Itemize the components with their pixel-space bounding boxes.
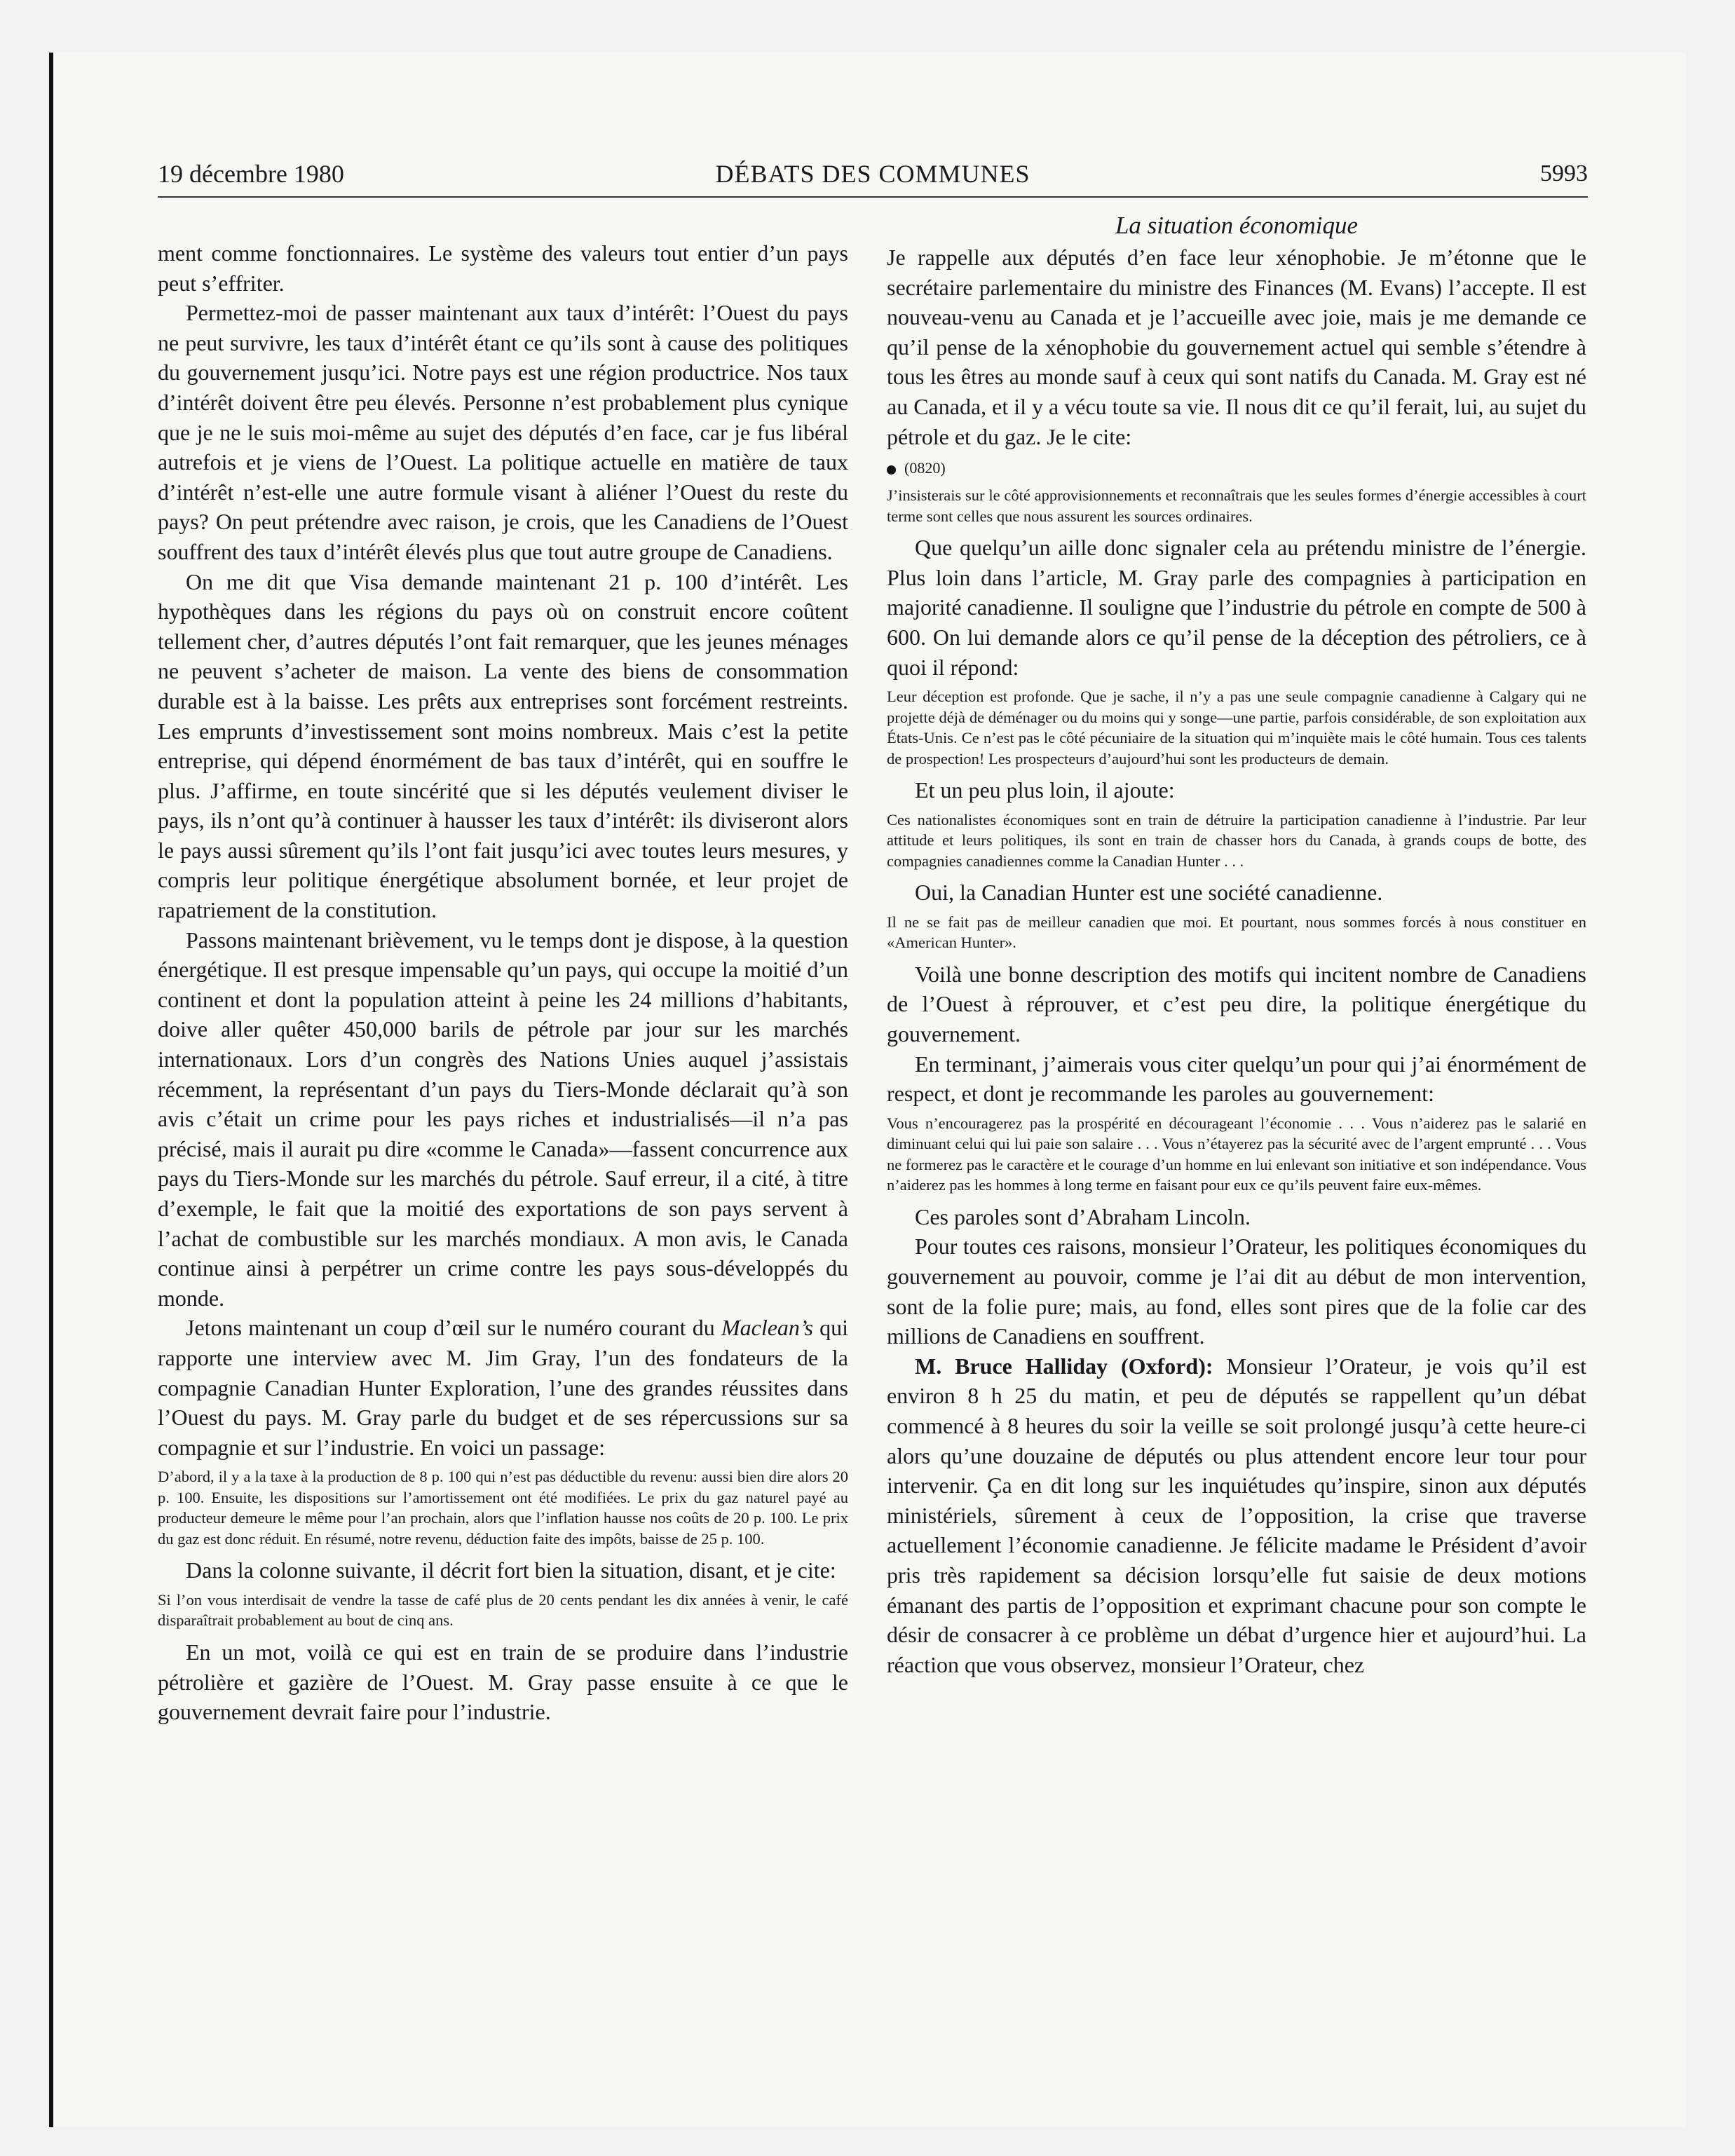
left-column (158, 238, 848, 1727)
paragraph: On me dit que Visa demande maintenant 21 p. 100 d’intérêt. Les hypothèques dans les régions du pays où on construit encore coûtent tellement cher, d’autres députés l’ont fait remarquer, que les jeunes ménages ne peuvent s’acheter de maison. La vente des biens de consommation durable est à la baisse. Les prêts aux entreprises sont forcément restreints. Les emprunts d’investissement sont moins nombreux. Mais c’est la petite entreprise, qui dépend énormément de bas taux d’intérêt, qui en souffre le plus. J’affirme, en toute sincérité que si les députés veulement diviser le pays, ils n’ont qu’à continuer à hausser les taux d’intérêt: ils diviseront alors le pays aussi sûrement qu’ils l’ont fait jusqu’ici avec toutes leurs mesures, y compris leur politique énergétique absolument bornée, et leur projet de rapatriement de la constitution. (158, 568, 848, 923)
paragraph: Ces paroles sont d’Abraham Lincoln. (915, 1203, 1251, 1229)
paragraph (887, 1351, 1586, 1680)
paragraph: Pour toutes ces raisons, monsieur l’Orateur, les politiques économiques du gouvernement au pouvoir, comme je l’ai dit au début de mon intervention, sont de la folie pure; mais, au fond, elles sont pires que de la folie car des millions de Canadiens en souffrent. (887, 1234, 1586, 1349)
page-header (158, 157, 1588, 196)
time-tag: (0820) (904, 459, 946, 477)
paragraph (158, 1313, 848, 1462)
page-number: 5993 (1540, 161, 1588, 186)
paragraph-text: qui rapporte une interview avec M. Jim Gray, l’un des fondateurs de la compagnie Canadian Hunter Exploration, l’une des grandes réussites dans l’Ouest du pays. M. Gray parle du budget et de ses répercussions sur sa compagnie et sur l’industrie. En voici un passage: (158, 1315, 849, 1460)
quotation: D’abord, il y a la taxe à la production de 8 p. 100 qui n’est pas déductible du revenu: aussi bien dire alors 20 p. 100. Ensuite, les dispositions sur l’amortissement ont été modifiées. Le prix du gaz naturel payé au producteur demeure le même pour l’an prochain, alors que l’inflation hausse nos coûts de 20 p. 100. Le prix du gaz est donc réduit. En résumé, notre revenu, déduction faite des impôts, baisse de 25 p. 100. (158, 1468, 848, 1548)
paragraph: Passons maintenant brièvement, vu le temps dont je dispose, à la question énergétique. Il est presque impensable qu’un pays, qui occupe la moitié d’un continent et dont la population atteint à peine les 24 millions d’habitants, doive aller quêter 450,000 barils de pétrole par jour sur les marchés internationaux. Lors d’un congrès des Nations Unies auquel j’assistais récemment, la représentant d’un pays du Tiers-Monde déclarait qu’à son avis c’était un crime pour les pays riches et industrialisés—il n’a pas précisé, mais il aurait pu dire «comme le Canada»—fassent concurrence aux pays du Tiers-Monde sur les marchés du pétrole. Sauf erreur, il a cité, à titre d’exemple, le fait que la moitié des exportations de son pays servent à l’achat de combustible sur les marchés mondiaux. A mon avis, le Canada continue ainsi à perpétrer un crime contre les pays sous-développés du monde. (158, 927, 848, 1311)
header-rule (158, 196, 1588, 198)
paragraph: ment comme fonctionnaires. Le système des valeurs tout entier d’un pays peut s’effriter. (158, 240, 848, 296)
quotation: J’insisterais sur le côté approvisionnements et reconnaîtrais que les seules formes d’énergie accessibles à court terme sont celles que nous assurent les sources ordinaires. (887, 486, 1586, 525)
paragraph: Je rappelle aux députés d’en face leur xénophobie. Je m’étonne que le secrétaire parlementaire du ministre des Finances (M. Evans) l’accepte. Il est nouveau-venu au Canada et je l’accueille avec joie, mais je me demande ce qu’il pense de la xénophobie du gouvernement actuel qui semble s’étendre à tous les êtres au monde sauf à ceux qui sont natifs du Canada. M. Gray est né au Canada, et il y a vécu toute sa vie. Il nous dit ce qu’il ferait, lui, au sujet du pétrole et du gaz. Je le cite: (887, 245, 1586, 449)
quotation: Il ne se fait pas de meilleur canadien que moi. Et pourtant, nous sommes forcés à nous constituer en «American Hunter». (887, 913, 1586, 952)
quotation: Ces nationalistes économiques sont en train de détruire la participation canadienne à l’industrie. Par leur attitude et leurs politiques, ils sont en train de chasser hors du Canada, à grands coups de botte, des compagnies canadiennes comme la Canadian Hunter . . . (887, 810, 1586, 870)
paragraph: Voilà une bonne description des motifs qui incitent nombre de Canadiens de l’Ouest à réprouver, et c’est peu dire, la politique énergétique du gouvernement. (887, 961, 1586, 1046)
paragraph: Dans la colonne suivante, il décrit fort bien la situation, disant, et je cite: (186, 1557, 836, 1583)
quotation: Leur déception est profonde. Que je sache, il n’y a pas une seule compagnie canadienne à Calgary qui ne projette déjà de déménager ou du moins qui y songe—une partie, parfois considérable, de son exploitation aux États-Unis. Ce n’est pas le côté pécuniaire de la situation qui m’inquiète mais le côté humain. Tous ces talents de prospection! Les prospecteurs d’aujourd’hui sont les producteurs de demain. (887, 688, 1586, 767)
header-date: 19 décembre 1980 (158, 160, 344, 188)
quotation: Vous n’encouragerez pas la prospérité en décourageant l’économie . . . Vous n’aiderez pas le salarié en diminuant celui qui lui paie son salaire . . . Vous n’étayerez pas la sécurité avec de l’argent emprunté . . . Vous ne formerez pas le caractère et le courage d’un homme en lui enlevant son initiative et son indépendance. Vous n’aiderez pas les hommes à long terme en faisant pour eux ce qu’ils peuvent faire eux-mêmes. (887, 1114, 1586, 1194)
paragraph: En un mot, voilà ce qui est en train de se produire dans l’industrie pétrolière et gazière de l’Ouest. M. Gray passe ensuite à ce que le gouvernement devrait faire pour l’industrie. (158, 1639, 848, 1725)
magazine-title: Maclean’s (721, 1315, 813, 1341)
bullet-icon (887, 465, 896, 475)
paragraph-text: Jetons maintenant un coup d’œil sur le numéro courant du (186, 1315, 721, 1341)
paragraph: Oui, la Canadian Hunter est une société canadienne. (915, 880, 1383, 906)
time-marker (887, 457, 1586, 479)
header-title: DÉBATS DES COMMUNES (715, 160, 1030, 188)
paragraph-text: Monsieur l’Orateur, je vois qu’il est environ 8 h 25 du matin, et peu de députés se rappellent qu’un débat commencé à 8 heures du soir la veille se soit prolongé jusqu’à cette heure-ci alors qu’une douzaine de députés ou plus attendent encore leur tour pour intervenir. Ça en dit long sur les inquiétudes qu’inspire, sinon aux députés ministériels, sûrement à ceux de l’opposition, la crise que traverse actuellement l’économie canadienne. Je félicite madame le Président d’avoir pris très rapidement sa décision lorsqu’elle fut saisie de deux motions émanant des partis de l’opposition et exprimant chacune pour son compte le désir de consacrer à ce problème un débat d’urgence hier et aujourd’hui. La réaction que vous observez, monsieur l’Orateur, chez (887, 1353, 1586, 1677)
speaker-name: M. Bruce Halliday (Oxford): (915, 1353, 1213, 1379)
paragraph: Que quelqu’un aille donc signaler cela au prétendu ministre de l’énergie. Plus loin dans l’article, M. Gray parle des compagnies à participation en majorité canadienne. Il souligne que l’industrie du pétrole en compte de 500 à 600. On lui demande alors ce qu’il pense de la déception des pétroliers, ce à quoi il répond: (887, 535, 1586, 680)
quotation: Si l’on vous interdisait de vendre la tasse de café plus de 20 cents pendant les dix années à venir, le café disparaîtrait probablement au bout de cinq ans. (158, 1590, 848, 1630)
paragraph: En terminant, j’aimerais vous citer quelqu’un pour qui j’ai énormément de respect, et dont je recommande les paroles au gouvernement: (887, 1051, 1586, 1107)
right-column (887, 210, 1586, 1679)
running-head: La situation économique (1115, 212, 1359, 239)
paragraph: Et un peu plus loin, il ajoute: (915, 777, 1175, 803)
paragraph: Permettez-moi de passer maintenant aux taux d’intérêt: l’Ouest du pays ne peut survivre, les taux d’intérêt étant ce qu’ils sont à cause des politiques du gouvernement jusqu’ici. Notre pays est une région productrice. Nos taux d’intérêt doivent être peu élevés. Personne n’est probablement plus cynique que je ne le suis moi-même au sujet des députés d’en face, car je fus libéral autrefois et je viens de l’Ouest. La politique actuelle en matière de taux d’intérêt n’est-elle une autre formule visant à aliéner l’Ouest du reste du pays? On peut prétendre avec raison, je crois, que les Canadiens de l’Ouest souffrent des taux d’intérêt élevés plus que tout autre groupe de Canadiens. (158, 300, 848, 564)
